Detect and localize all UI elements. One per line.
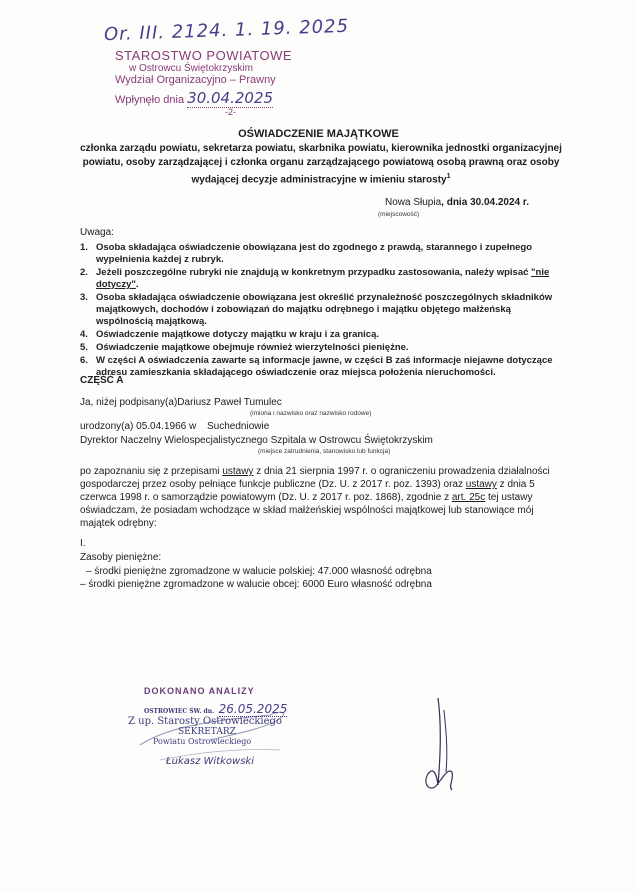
note-item: 1. Osoba składająca oświadczenie obowiązana jest do zgodnego z prawdą, starannego i zupełnego wypełnienia każdej z rubryk.	[80, 242, 533, 265]
note-item: 2. Jeżeli poszczególne rubryki nie znajdują w konkretnym przypadku zastosowania, należy wpisać "nie dotyczy".	[80, 267, 550, 290]
notes-heading: Uwaga:	[80, 227, 114, 238]
note-item: 4. Oświadczenie majątkowe dotyczy majątku w kraju i za granicą.	[80, 329, 379, 340]
notes-list	[80, 242, 568, 379]
document-title: OŚWIADCZENIE MAJĄTKOWE	[238, 128, 399, 140]
stamp-department: Wydział Organizacyjno – Prawny	[115, 74, 276, 86]
stamp-office: STAROSTWO POWIATOWE	[115, 48, 293, 63]
note-item: 3. Osoba składająca oświadczenie obowiązana jest określić przynależność poszczególnych składników majątkowych, dochodów i zobowiązań do majątku odrębnego i majątku objętego małżeńską wspólnością majątkową.	[80, 292, 553, 327]
place: Nowa Słupia	[385, 197, 442, 208]
analysis-title: DOKONANO ANALIZY	[144, 686, 255, 696]
date-value: 30.04.2024 r.	[470, 197, 530, 208]
place-caption: (miejscowość)	[378, 211, 420, 218]
declarant-name: Dariusz Paweł Tumulec	[177, 397, 282, 408]
place-date	[385, 196, 529, 209]
nie-dotyczy-quote: "nie dotyczy"	[96, 267, 550, 290]
subtitle-footnote: 1	[446, 173, 451, 180]
analysis-date: 26.05.2025	[218, 702, 288, 716]
analysis-line3: Powiatu Ostrowieckiego	[153, 737, 252, 746]
legal-paragraph: po zapoznaniu się z przepisami ustawy z dnia 21 sierpnia 1997 r. o ograniczeniu prowadzenia działalności gospodarczej przez osoby pełniące funkcje publiczne (Dz. U. z 2017 r. poz. 1393) oraz ustawy z dnia 5 czerwca 1998 r. o samorządzie powiatowym (Dz. U. z 2017 r. poz. 1868), zgodnie z art. 25c tej ustawy oświadczam, że posiadam wchodzące w skład małżeńskiej wspólności majątkowej lub stanowiące mój majątek odrębny:	[80, 466, 550, 529]
note-item: 5. Oświadczenie majątkowe obejmuje również wierzytelności pieniężne.	[80, 342, 409, 353]
law-link[interactable]: ustawy	[465, 479, 497, 490]
born-place: Suchedniowie	[207, 421, 270, 432]
born-line	[80, 420, 269, 433]
born-in: w	[188, 421, 197, 432]
part-a-heading: CZĘŚĆ A	[80, 375, 124, 386]
asset-pln: – środki pieniężne zgromadzone w walucie polskiej: 47.000 własność odrębna	[86, 566, 432, 577]
law-link[interactable]: ustawy	[222, 466, 254, 477]
analysis-place: OSTROWIEC ŚW. dn.	[144, 708, 215, 715]
section-number: I.	[80, 538, 86, 549]
stamp-received-date: 30.04.2025	[187, 89, 274, 107]
notes-section	[80, 226, 568, 380]
analysis-signature: Łukasz Witkowski	[166, 756, 254, 767]
employment: Dyrektor Naczelny Wielospecjalistycznego Szpitala w Ostrowcu Świętokrzyskim	[80, 435, 433, 446]
employment-caption: (miejsce zatrudnienia, stanowisko lub funkcja)	[258, 448, 391, 455]
office-stamp	[115, 48, 315, 117]
declarant-line	[80, 396, 282, 409]
section-title: Zasoby pieniężne:	[80, 552, 162, 563]
born-prefix: urodzony(a)	[80, 421, 134, 432]
analysis-line2: SEKRETARZ	[178, 727, 236, 737]
date-label: , dnia	[441, 197, 468, 208]
stamp-location: w Ostrowcu Świętokrzyskim	[129, 63, 253, 74]
declarant-signature	[408, 690, 478, 800]
article-link[interactable]: art. 25c	[451, 492, 486, 503]
subtitle-text: członka zarządu powiatu, sekretarza powiatu, skarbnika powiatu, kierownika jednostki organizacyjnej powiatu, osoby zarządzającej i członka organu zarządzającego powiatową osobą prawną oraz osoby wydającej decyzje administracyjne w imieniu starosty	[80, 143, 562, 186]
born-date: 05.04.1966	[136, 421, 187, 432]
analysis-signature-scribble	[110, 690, 310, 770]
stamp-received-suffix: -2-	[225, 107, 236, 117]
asset-foreign: – środki pieniężne zgromadzone w walucie obcej: 6000 Euro własność odrębna	[80, 579, 432, 590]
reference-number: Or. III. 2124. 1. 19. 2025	[103, 15, 350, 46]
analysis-line1: Z up. Starosty Ostrowieckiego	[128, 716, 282, 727]
stamp-received-label: Wpłynęło dnia	[115, 94, 185, 106]
note-item: 6. W części A oświadczenia zawarte są informacje jawne, w części B zaś informacje niejawne dotyczące adresu zamieszkania składającego oświadczenie oraz miejsca położenia nieruchomości.	[80, 355, 553, 378]
declarant-caption: (imiona i nazwisko oraz nazwisko rodowe)	[250, 410, 372, 417]
declarant-prefix: Ja, niżej podpisany(a)	[80, 397, 178, 408]
document-subtitle	[62, 142, 580, 187]
